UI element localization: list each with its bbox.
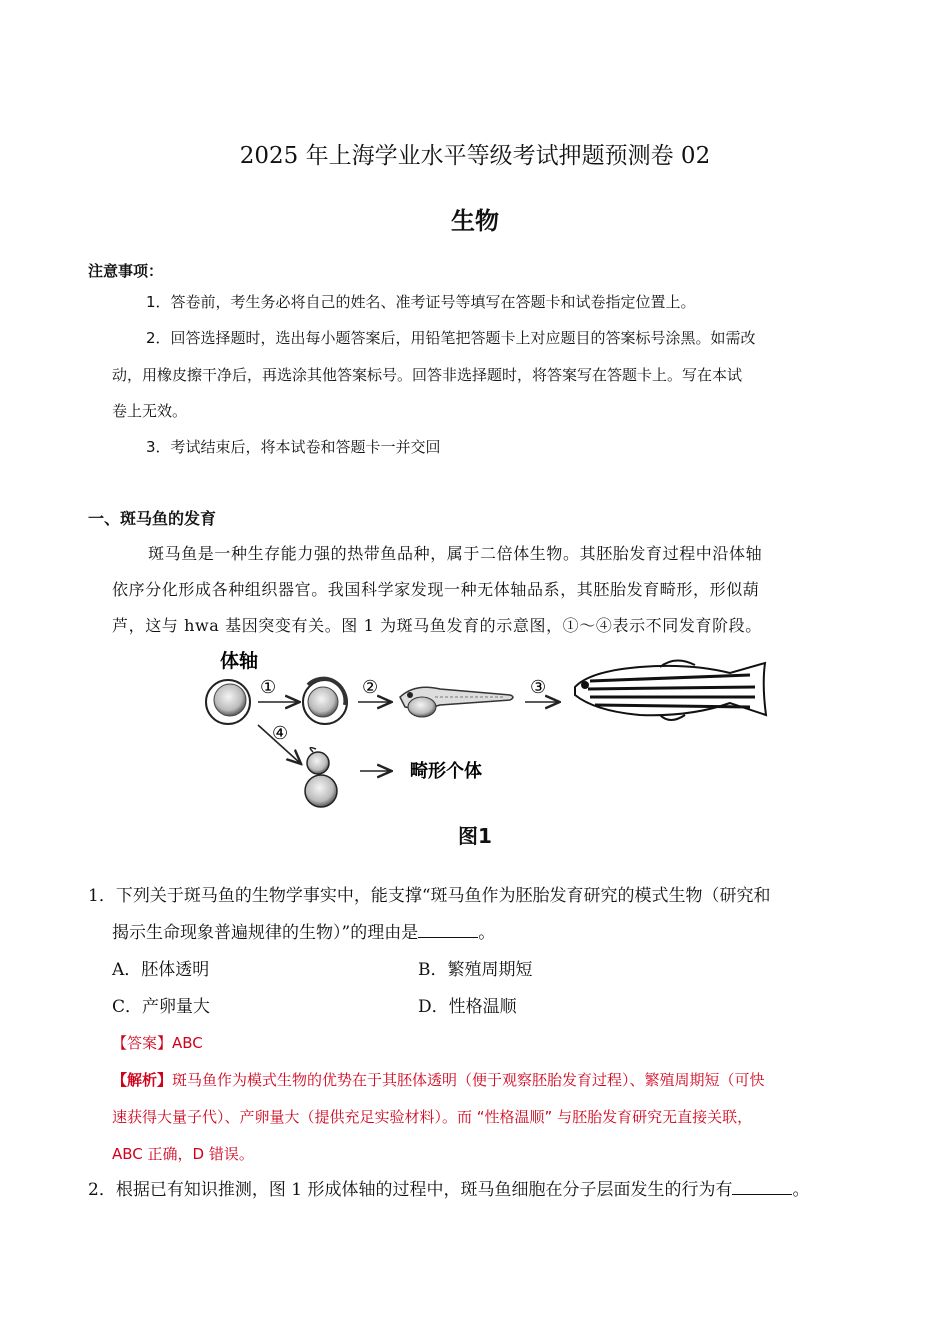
paragraph-line-2: 依序分化形成各种组织器官。我国科学家发现一种无体轴品系，其胚胎发育畸形，形似葫 — [112, 580, 760, 599]
label-axis: 体轴 — [220, 650, 259, 672]
q1-analysis-line-2: 速获得大量子代）、产卵量大（提供充足实验材料）。而 “性格温顺” 与胚胎发育研究无直接关联， — [112, 1108, 753, 1126]
paragraph-line-1: 斑马鱼是一种生存能力强的热带鱼品种，属于二倍体生物。其胚胎发育过程中沿体轴 — [148, 544, 763, 563]
paragraph-line-3: 芦，这与 hwa 基因突变有关。图 1 为斑马鱼发育的示意图，①～④表示不同发育阶段。 — [112, 616, 762, 635]
q1-line-2-end: 。 — [478, 923, 496, 943]
step-4-label: ④ — [272, 723, 289, 744]
notice-heading: 注意事项： — [88, 262, 164, 280]
page-title: 2025 年上海学业水平等级考试押题预测卷 02 — [239, 143, 711, 169]
notice-item-2-cont: 动，用橡皮擦干净后，再选涂其他答案标号。回答非选择题时，将答案写在答题卡上。写在本试 — [112, 366, 743, 384]
step-1-label: ① — [260, 677, 277, 698]
q1-analysis-line-1 — [112, 1062, 765, 1099]
larva-stage — [400, 687, 513, 717]
q1-answer: 【答案】ABC — [112, 1034, 203, 1052]
q1-option-d[interactable]: D．性格温顺 — [418, 997, 517, 1017]
notice-item-3: 3．考试结束后，将本试卷和答题卡一并交回 — [146, 438, 441, 456]
q1-analysis-line-3: ABC 正确，D 错误。 — [112, 1145, 254, 1163]
q1-option-b[interactable]: B．繁殖周期短 — [418, 960, 533, 980]
q2-line-end: 。 — [792, 1180, 810, 1200]
analysis-tag: 【解析】 — [112, 1071, 173, 1089]
notice-item-2-end: 卷上无效。 — [112, 402, 188, 420]
section-paragraph — [112, 536, 872, 644]
q2-answer-blank[interactable] — [732, 1176, 792, 1195]
q2-text: 2．根据已有知识推测，图 1 形成体轴的过程中，斑马鱼细胞在分子层面发生的行为有 — [88, 1180, 733, 1200]
adult-zebrafish — [575, 660, 766, 720]
q1-line-1: 1．下列关于斑马鱼的生物学事实中，能支撑“斑马鱼作为胚胎发育研究的模式生物（研究和 — [88, 886, 771, 906]
figure-caption: 图1 — [458, 824, 492, 848]
egg-stage — [206, 680, 250, 724]
deformed-embryo — [305, 748, 337, 807]
q1-option-a[interactable]: A．胚体透明 — [112, 960, 210, 980]
label-deformed: 畸形个体 — [410, 761, 482, 782]
notice-item-1: 1．答卷前，考生务必将自己的姓名、准考证号等填写在答题卡和试卷指定位置上。 — [146, 293, 696, 311]
axis-embryo-stage — [303, 679, 347, 724]
step-2-label: ② — [362, 677, 379, 698]
zebrafish-development-figure — [190, 645, 790, 815]
section-heading: 一、斑马鱼的发育 — [88, 509, 217, 528]
q1-answer-blank[interactable] — [418, 919, 478, 938]
notice-item-2: 2．回答选择题时，选出每小题答案后，用铅笔把答题卡上对应题目的答案标号涂黑。如需改 — [146, 329, 756, 347]
analysis-text-1: 斑马鱼作为模式生物的优势在于其胚体透明（便于观察胚胎发育过程）、繁殖周期短（可快 — [172, 1071, 765, 1089]
q1-line-2-text: 揭示生命现象普遍规律的生物）”的理由是 — [112, 923, 419, 943]
q2-line-1 — [88, 1172, 809, 1209]
step-3-label: ③ — [530, 677, 547, 698]
subject-title: 生物 — [451, 207, 499, 235]
q1-option-c[interactable]: C．产卵量大 — [112, 997, 211, 1017]
q1-line-2 — [112, 915, 495, 952]
